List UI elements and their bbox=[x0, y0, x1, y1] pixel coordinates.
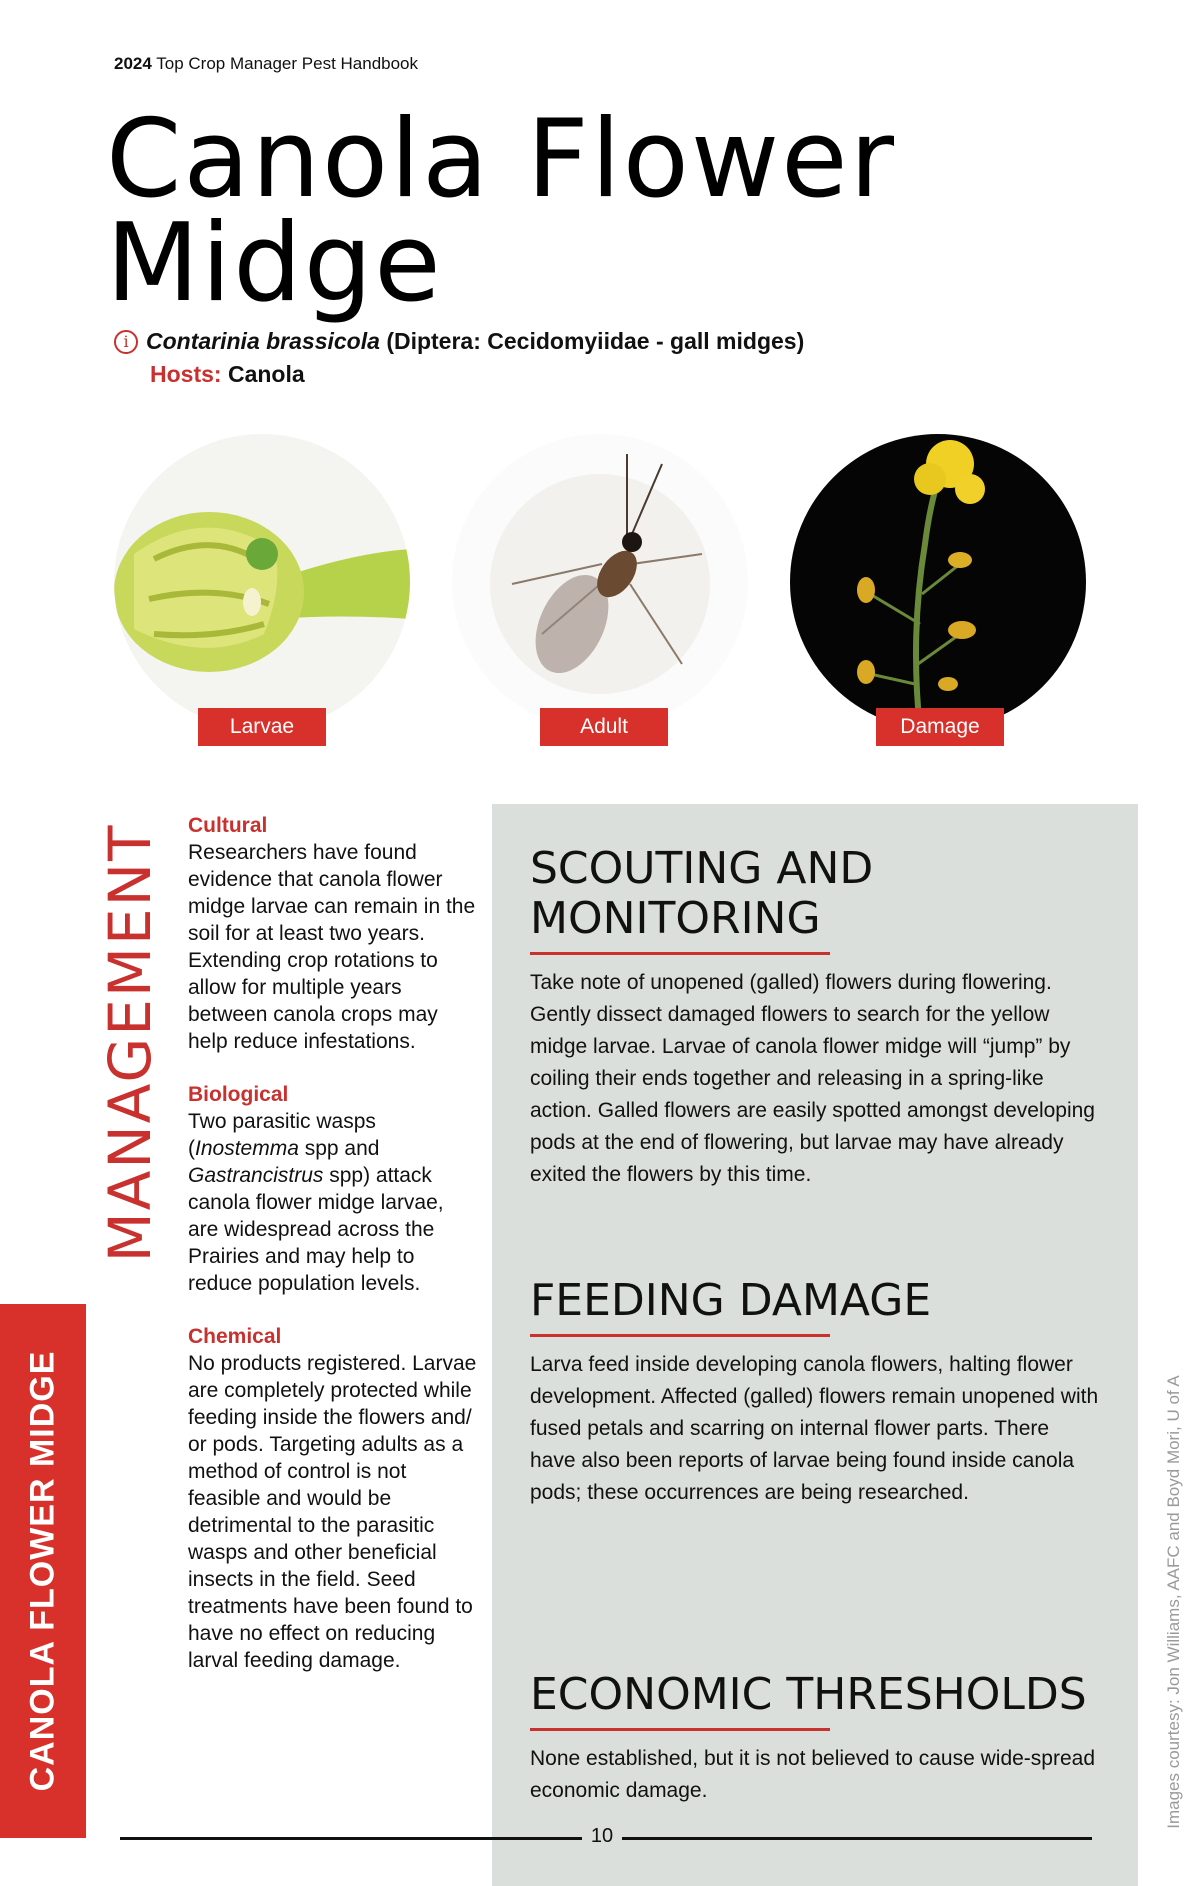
scientific-name: Contarinia brassicola bbox=[146, 328, 380, 354]
side-tab-label: CANOLA FLOWER MIDGE bbox=[23, 1350, 62, 1792]
management-column bbox=[188, 812, 478, 1700]
feeding-title: FEEDING DAMAGE bbox=[530, 1275, 932, 1326]
cultural-title: Cultural bbox=[188, 814, 268, 837]
image-credit bbox=[1160, 1352, 1188, 1852]
page-number: 10 bbox=[590, 1825, 614, 1847]
biological-title: Biological bbox=[188, 1083, 289, 1106]
thresholds-title: ECONOMIC THRESHOLDS bbox=[530, 1669, 1087, 1720]
scouting-section bbox=[530, 844, 1100, 1191]
photo-label-adult: Adult bbox=[540, 708, 668, 746]
title-line-2: Midge bbox=[106, 201, 443, 326]
photo-label-damage: Damage bbox=[876, 708, 1004, 746]
management-heading bbox=[96, 808, 164, 1278]
scouting-text: Take note of unopened (galled) flowers during flowering. Gently dissect damaged flowers to search for the yellow midge larvae. Larvae of canola flower midge will “jump” by coiling their ends together and releasing in a spring-like action. Galled flowers are easily spotted amongst developing pods at the end of flowering, but larvae may have already exited the flowers by this time. bbox=[530, 971, 1095, 1186]
larvae-photo bbox=[114, 434, 410, 730]
damage-photo bbox=[790, 434, 1086, 730]
hosts-label: Hosts: bbox=[150, 361, 222, 387]
species-line bbox=[114, 328, 804, 355]
thresholds-section bbox=[530, 1670, 1100, 1807]
footer-rule-right bbox=[622, 1837, 1092, 1840]
footer-rule-left bbox=[120, 1837, 582, 1840]
chemical-title: Chemical bbox=[188, 1325, 282, 1348]
feeding-text: Larva feed inside developing canola flowers, halting flower development. Affected (galled) flowers remain unopened with fused petals and scarring on internal flower parts. There have also been reports of larvae being found inside canola pods; these occurrences are being researched. bbox=[530, 1353, 1099, 1504]
hosts-line bbox=[150, 361, 305, 388]
publication-header bbox=[114, 54, 418, 74]
header-year: 2024 bbox=[114, 54, 152, 73]
info-icon: i bbox=[114, 330, 138, 354]
title-line-1: Canola Flower bbox=[106, 97, 897, 222]
feeding-rule bbox=[530, 1334, 830, 1337]
side-tab bbox=[0, 1304, 86, 1838]
biological-text: Two parasitic wasps (Inostemma spp and Gastrancistrus spp) attack canola flower midge larvae, are widespread across the Prairies and may help to reduce population levels. bbox=[188, 1110, 444, 1295]
thresholds-rule bbox=[530, 1728, 830, 1731]
thresholds-text: None established, but it is not believed to cause wide-spread economic damage. bbox=[530, 1747, 1096, 1802]
cultural-text: Researchers have found evidence that canola flower midge larvae can remain in the soil for at least two years. Extending crop rotations to allow for multiple years between canola crops may help reduce infestations. bbox=[188, 841, 476, 1053]
adult-photo bbox=[452, 434, 748, 730]
feeding-section bbox=[530, 1276, 1100, 1509]
photo-label-larvae: Larvae bbox=[198, 708, 326, 746]
page-title bbox=[106, 97, 897, 326]
classification: (Diptera: Cecidomyiidae - gall midges) bbox=[386, 328, 805, 354]
management-heading-text: MANAGEMENT bbox=[96, 823, 164, 1263]
header-publication: Top Crop Manager Pest Handbook bbox=[156, 54, 419, 73]
scouting-rule bbox=[530, 952, 830, 955]
image-credit-text: Images courtesy: Jon Williams, AAFC and Boyd Mori, U of A bbox=[1164, 1375, 1183, 1829]
chemical-text: No products registered. Larvae are completely protected while feeding inside the flowers and/ or pods. Targeting adults as a method of control is not feasible and would be detrimental to the parasitic wasps and other beneficial insects in the field. Seed treatments have been found to have no effect on reducing larval feeding damage. bbox=[188, 1352, 477, 1672]
hosts-value: Canola bbox=[227, 361, 305, 387]
scouting-title: SCOUTING AND MONITORING bbox=[530, 843, 874, 944]
info-panel bbox=[492, 804, 1138, 1886]
